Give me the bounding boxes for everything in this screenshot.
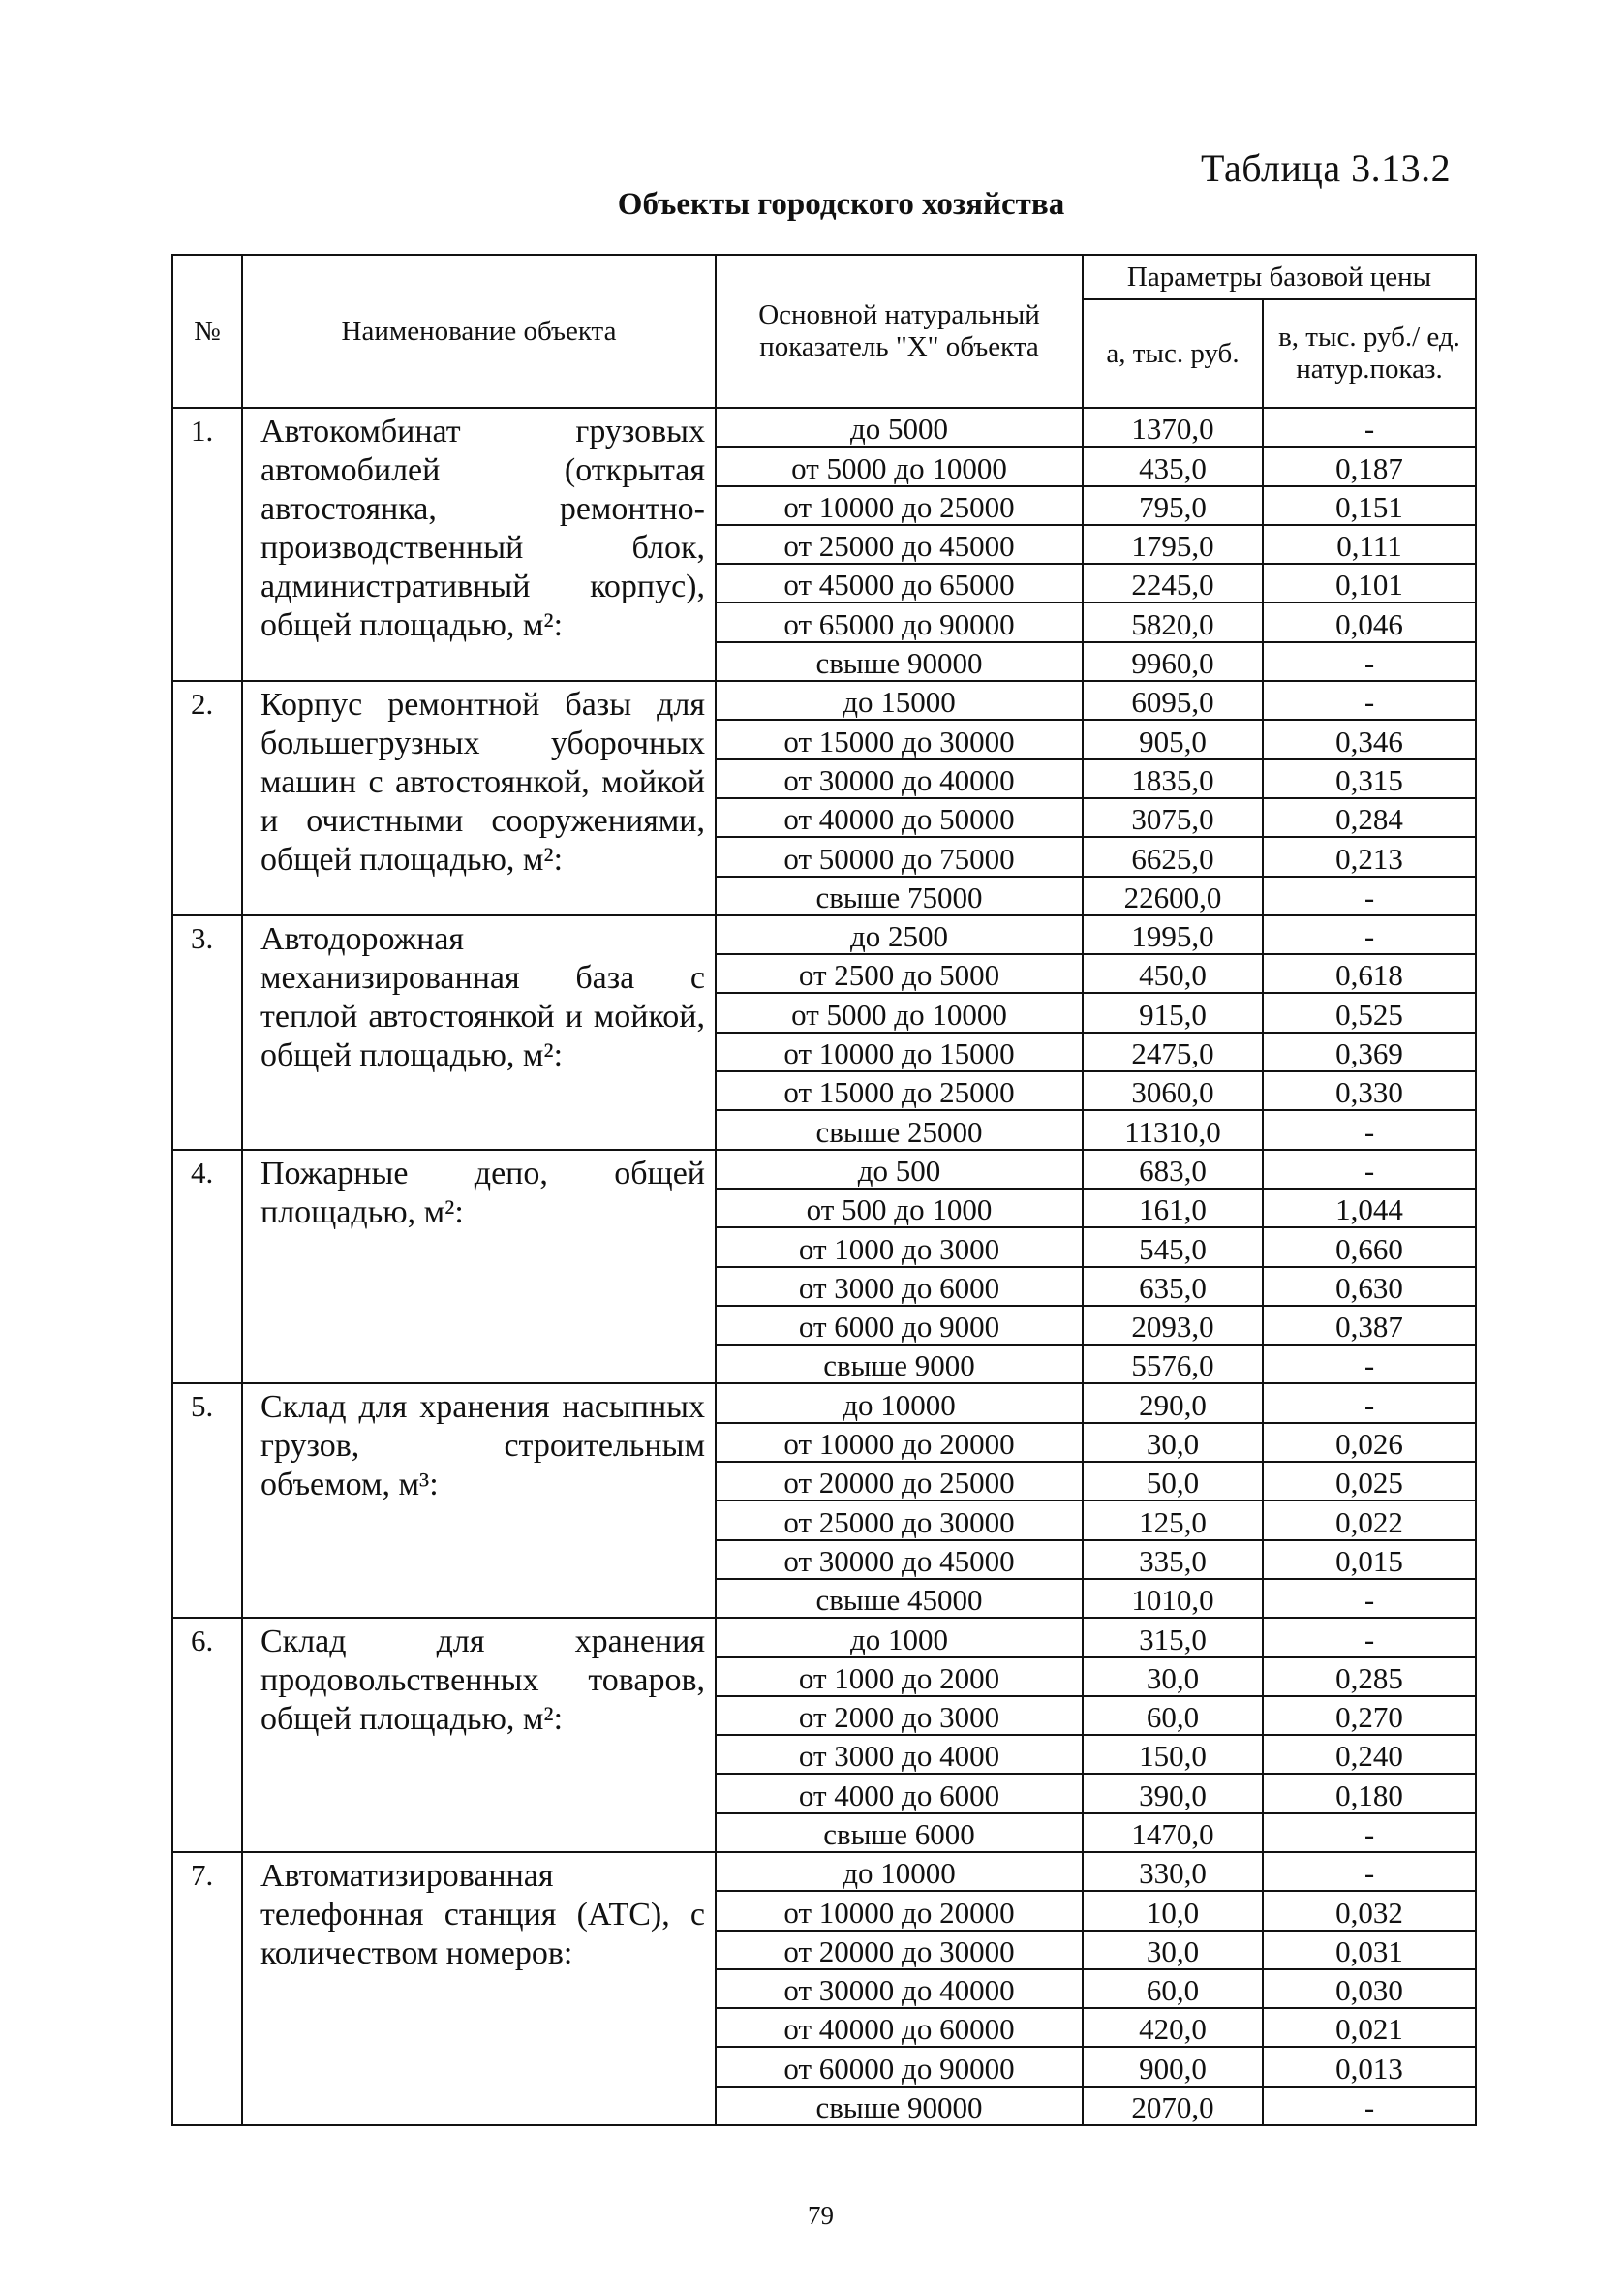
indicator-range: от 20000 до 30000 <box>716 1931 1083 1969</box>
indicator-range: от 15000 до 30000 <box>716 720 1083 758</box>
indicator-range: от 6000 до 9000 <box>716 1306 1083 1345</box>
indicator-range: от 1000 до 3000 <box>716 1227 1083 1266</box>
price-b: 0,025 <box>1263 1462 1476 1500</box>
header-num: № <box>172 255 242 408</box>
price-b: - <box>1263 1813 1476 1852</box>
indicator-range: до 10000 <box>716 1383 1083 1422</box>
indicator-range: от 10000 до 20000 <box>716 1423 1083 1462</box>
price-b: - <box>1263 408 1476 447</box>
price-b: 0,032 <box>1263 1891 1476 1930</box>
indicator-range: свыше 90000 <box>716 2087 1083 2125</box>
indicator-range: от 3000 до 6000 <box>716 1267 1083 1306</box>
object-name: Автоматизированная телефонная станция (АТС), с количеством номеров: <box>242 1852 716 2125</box>
price-a: 683,0 <box>1083 1150 1263 1189</box>
price-a: 1010,0 <box>1083 1579 1263 1618</box>
object-number: 4. <box>172 1150 242 1384</box>
price-b: 0,315 <box>1263 759 1476 798</box>
price-a: 30,0 <box>1083 1657 1263 1696</box>
object-name: Пожарные депо, общей площадью, м²: <box>242 1150 716 1384</box>
price-a: 1995,0 <box>1083 915 1263 954</box>
indicator-range: от 45000 до 65000 <box>716 564 1083 603</box>
indicator-range: свыше 9000 <box>716 1345 1083 1383</box>
object-name: Склад для хранения насыпных грузов, строительным объемом, м³: <box>242 1383 716 1618</box>
table-row <box>172 1383 1476 1422</box>
object-number: 5. <box>172 1383 242 1618</box>
indicator-range: от 30000 до 45000 <box>716 1540 1083 1579</box>
indicator-range: от 10000 до 20000 <box>716 1891 1083 1930</box>
indicator-range: до 15000 <box>716 681 1083 720</box>
price-a: 1370,0 <box>1083 408 1263 447</box>
price-b: 0,151 <box>1263 486 1476 525</box>
price-a: 125,0 <box>1083 1500 1263 1539</box>
indicator-range: от 5000 до 10000 <box>716 447 1083 485</box>
price-a: 915,0 <box>1083 993 1263 1032</box>
indicator-range: от 40000 до 60000 <box>716 2008 1083 2047</box>
header-indicator: Основной натуральный показатель "X" объекта <box>716 255 1083 408</box>
price-b: 0,213 <box>1263 837 1476 876</box>
price-a: 22600,0 <box>1083 877 1263 915</box>
price-b: - <box>1263 681 1476 720</box>
indicator-range: от 10000 до 15000 <box>716 1033 1083 1071</box>
price-a: 795,0 <box>1083 486 1263 525</box>
indicator-range: от 15000 до 25000 <box>716 1071 1083 1110</box>
indicator-range: свыше 90000 <box>716 642 1083 681</box>
price-b: 0,285 <box>1263 1657 1476 1696</box>
price-b: - <box>1263 1618 1476 1656</box>
price-a: 315,0 <box>1083 1618 1263 1656</box>
table-body <box>172 408 1476 2125</box>
price-a: 1795,0 <box>1083 525 1263 564</box>
indicator-range: до 5000 <box>716 408 1083 447</box>
indicator-range: от 40000 до 50000 <box>716 798 1083 837</box>
object-name: Склад для хранения продовольственных товаров, общей площадью, м²: <box>242 1618 716 1852</box>
price-b: - <box>1263 1579 1476 1618</box>
price-a: 330,0 <box>1083 1852 1263 1891</box>
table-row <box>172 408 1476 447</box>
indicator-range: от 10000 до 25000 <box>716 486 1083 525</box>
table-row <box>172 1852 1476 1891</box>
price-a: 5820,0 <box>1083 603 1263 641</box>
price-table <box>171 254 1477 2126</box>
price-a: 3075,0 <box>1083 798 1263 837</box>
indicator-range: от 25000 до 30000 <box>716 1500 1083 1539</box>
indicator-range: от 3000 до 4000 <box>716 1735 1083 1774</box>
object-name: Автокомбинат грузовых автомобилей (открытая автостоянка, ремонтно-производственный блок, административный корпус), общей площадью, м²: <box>242 408 716 681</box>
price-a: 3060,0 <box>1083 1071 1263 1110</box>
price-b: - <box>1263 1345 1476 1383</box>
price-b: 0,101 <box>1263 564 1476 603</box>
price-b: 0,031 <box>1263 1931 1476 1969</box>
price-a: 2475,0 <box>1083 1033 1263 1071</box>
price-a: 435,0 <box>1083 447 1263 485</box>
price-a: 60,0 <box>1083 1696 1263 1735</box>
indicator-range: от 4000 до 6000 <box>716 1774 1083 1812</box>
price-a: 420,0 <box>1083 2008 1263 2047</box>
price-b: 0,618 <box>1263 954 1476 993</box>
indicator-range: от 25000 до 45000 <box>716 525 1083 564</box>
price-b: 0,630 <box>1263 1267 1476 1306</box>
price-a: 30,0 <box>1083 1423 1263 1462</box>
price-a: 390,0 <box>1083 1774 1263 1812</box>
price-b: 0,030 <box>1263 1969 1476 2008</box>
price-a: 6625,0 <box>1083 837 1263 876</box>
object-number: 2. <box>172 681 242 915</box>
price-b: - <box>1263 1852 1476 1891</box>
price-b: 0,111 <box>1263 525 1476 564</box>
object-number: 3. <box>172 915 242 1150</box>
price-a: 2093,0 <box>1083 1306 1263 1345</box>
object-number: 1. <box>172 408 242 681</box>
price-b: - <box>1263 877 1476 915</box>
price-a: 5576,0 <box>1083 1345 1263 1383</box>
price-b: 0,022 <box>1263 1500 1476 1539</box>
price-b: 0,270 <box>1263 1696 1476 1735</box>
price-b: 0,013 <box>1263 2047 1476 2086</box>
price-a: 335,0 <box>1083 1540 1263 1579</box>
price-b: 0,015 <box>1263 1540 1476 1579</box>
price-b: 0,240 <box>1263 1735 1476 1774</box>
price-b: 0,180 <box>1263 1774 1476 1812</box>
price-b: 0,369 <box>1263 1033 1476 1071</box>
price-a: 905,0 <box>1083 720 1263 758</box>
price-b: 0,346 <box>1263 720 1476 758</box>
price-a: 9960,0 <box>1083 642 1263 681</box>
table-label: Таблица 3.13.2 <box>1201 146 1452 190</box>
header-a: а, тыс. руб. <box>1083 299 1263 408</box>
price-b: - <box>1263 2087 1476 2125</box>
header-name: Наименование объекта <box>242 255 716 408</box>
price-b: 1,044 <box>1263 1189 1476 1227</box>
price-b: 0,046 <box>1263 603 1476 641</box>
indicator-range: от 5000 до 10000 <box>716 993 1083 1032</box>
price-b: - <box>1263 1383 1476 1422</box>
price-b: 0,387 <box>1263 1306 1476 1345</box>
price-b: - <box>1263 1110 1476 1149</box>
price-a: 2070,0 <box>1083 2087 1263 2125</box>
indicator-range: до 2500 <box>716 915 1083 954</box>
indicator-range: от 30000 до 40000 <box>716 1969 1083 2008</box>
price-a: 10,0 <box>1083 1891 1263 1930</box>
indicator-range: от 65000 до 90000 <box>716 603 1083 641</box>
indicator-range: до 500 <box>716 1150 1083 1189</box>
indicator-range: до 1000 <box>716 1618 1083 1656</box>
table-row <box>172 915 1476 954</box>
price-a: 50,0 <box>1083 1462 1263 1500</box>
table-row <box>172 1150 1476 1189</box>
table-row <box>172 1618 1476 1656</box>
price-b: 0,284 <box>1263 798 1476 837</box>
price-b: - <box>1263 642 1476 681</box>
object-number: 6. <box>172 1618 242 1852</box>
price-b: 0,026 <box>1263 1423 1476 1462</box>
price-b: 0,187 <box>1263 447 1476 485</box>
document-title: Объекты городского хозяйства <box>617 187 1065 222</box>
price-a: 2245,0 <box>1083 564 1263 603</box>
price-b: 0,525 <box>1263 993 1476 1032</box>
price-a: 30,0 <box>1083 1931 1263 1969</box>
price-b: 0,021 <box>1263 2008 1476 2047</box>
indicator-range: от 60000 до 90000 <box>716 2047 1083 2086</box>
price-b: 0,660 <box>1263 1227 1476 1266</box>
indicator-range: свыше 75000 <box>716 877 1083 915</box>
page-number: 79 <box>808 2201 834 2230</box>
price-a: 900,0 <box>1083 2047 1263 2086</box>
object-name: Корпус ремонтной базы для большегрузных уборочных машин с автостоянкой, мойкой и очистными сооружениями, общей площадью, м²: <box>242 681 716 915</box>
price-a: 545,0 <box>1083 1227 1263 1266</box>
price-a: 161,0 <box>1083 1189 1263 1227</box>
indicator-range: от 500 до 1000 <box>716 1189 1083 1227</box>
price-a: 11310,0 <box>1083 1110 1263 1149</box>
price-b: - <box>1263 1150 1476 1189</box>
price-a: 1470,0 <box>1083 1813 1263 1852</box>
price-a: 290,0 <box>1083 1383 1263 1422</box>
price-a: 6095,0 <box>1083 681 1263 720</box>
price-a: 1835,0 <box>1083 759 1263 798</box>
indicator-range: свыше 25000 <box>716 1110 1083 1149</box>
indicator-range: от 2000 до 3000 <box>716 1696 1083 1735</box>
price-a: 150,0 <box>1083 1735 1263 1774</box>
price-b: - <box>1263 915 1476 954</box>
indicator-range: свыше 6000 <box>716 1813 1083 1852</box>
indicator-range: от 20000 до 25000 <box>716 1462 1083 1500</box>
price-a: 635,0 <box>1083 1267 1263 1306</box>
indicator-range: до 10000 <box>716 1852 1083 1891</box>
indicator-range: свыше 45000 <box>716 1579 1083 1618</box>
object-number: 7. <box>172 1852 242 2125</box>
indicator-range: от 1000 до 2000 <box>716 1657 1083 1696</box>
price-a: 60,0 <box>1083 1969 1263 2008</box>
price-a: 450,0 <box>1083 954 1263 993</box>
object-name: Автодорожная механизированная база с теплой автостоянкой и мойкой, общей площадью, м²: <box>242 915 716 1150</box>
indicator-range: от 2500 до 5000 <box>716 954 1083 993</box>
header-b: в, тыс. руб./ ед. натур.показ. <box>1263 299 1476 408</box>
price-b: 0,330 <box>1263 1071 1476 1110</box>
indicator-range: от 30000 до 40000 <box>716 759 1083 798</box>
table-row <box>172 681 1476 720</box>
indicator-range: от 50000 до 75000 <box>716 837 1083 876</box>
header-params: Параметры базовой цены <box>1083 255 1476 299</box>
